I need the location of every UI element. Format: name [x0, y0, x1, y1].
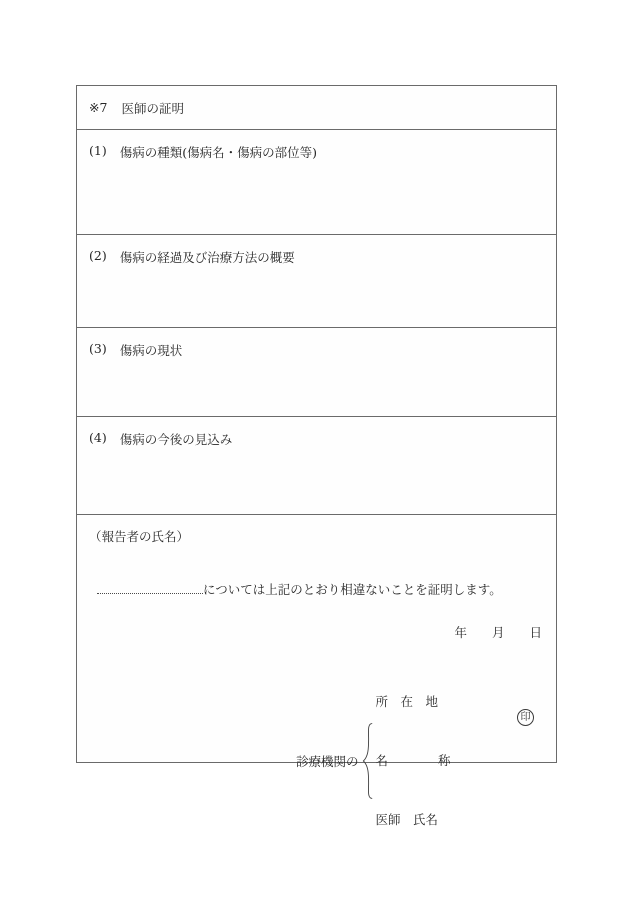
name-fill-in-line	[97, 581, 203, 594]
certification-section	[77, 515, 556, 827]
section-number: (2)	[89, 248, 107, 263]
section-label: 傷病の種類(傷病名・傷病の部位等)	[119, 145, 317, 160]
seal-mark-icon	[517, 709, 534, 726]
institution-name-label: 名 称	[375, 753, 451, 768]
section-number: (1)	[89, 143, 107, 158]
seal-character: 印	[520, 711, 531, 723]
institution-prefix: 診療機関の	[296, 753, 359, 769]
year-label: 年	[454, 625, 467, 640]
certification-statement: については上記のとおり相違ないことを証明します。	[203, 582, 502, 597]
form-header-number: ※7	[89, 100, 108, 115]
form-header-row	[77, 86, 556, 130]
institution-address-label: 所 在 地	[375, 694, 439, 709]
month-label: 月	[491, 625, 505, 640]
institution-field-labels	[376, 657, 451, 864]
medical-institution-block	[296, 657, 556, 864]
section-row-injury-progress	[77, 235, 556, 328]
section-number: (3)	[89, 341, 107, 356]
form-header-title: 医師の証明	[121, 100, 184, 116]
doctor-certificate-form	[76, 85, 557, 827]
section-label: 傷病の経過及び治療方法の概要	[119, 250, 295, 265]
date-line	[77, 624, 556, 641]
section-label: 傷病の今後の見込み	[119, 432, 233, 447]
reporter-name-label: （報告者の氏名）	[89, 529, 190, 544]
section-label: 傷病の現状	[119, 343, 183, 358]
section-number: (4)	[89, 430, 107, 445]
section-row-injury-type	[77, 130, 556, 235]
section-row-injury-outlook	[77, 417, 556, 515]
day-label: 日	[529, 625, 542, 640]
doctor-name-label: 医師 氏名	[375, 812, 439, 827]
section-row-injury-current-state	[77, 328, 556, 417]
certification-statement-line	[77, 581, 556, 598]
left-brace-icon	[362, 723, 373, 799]
